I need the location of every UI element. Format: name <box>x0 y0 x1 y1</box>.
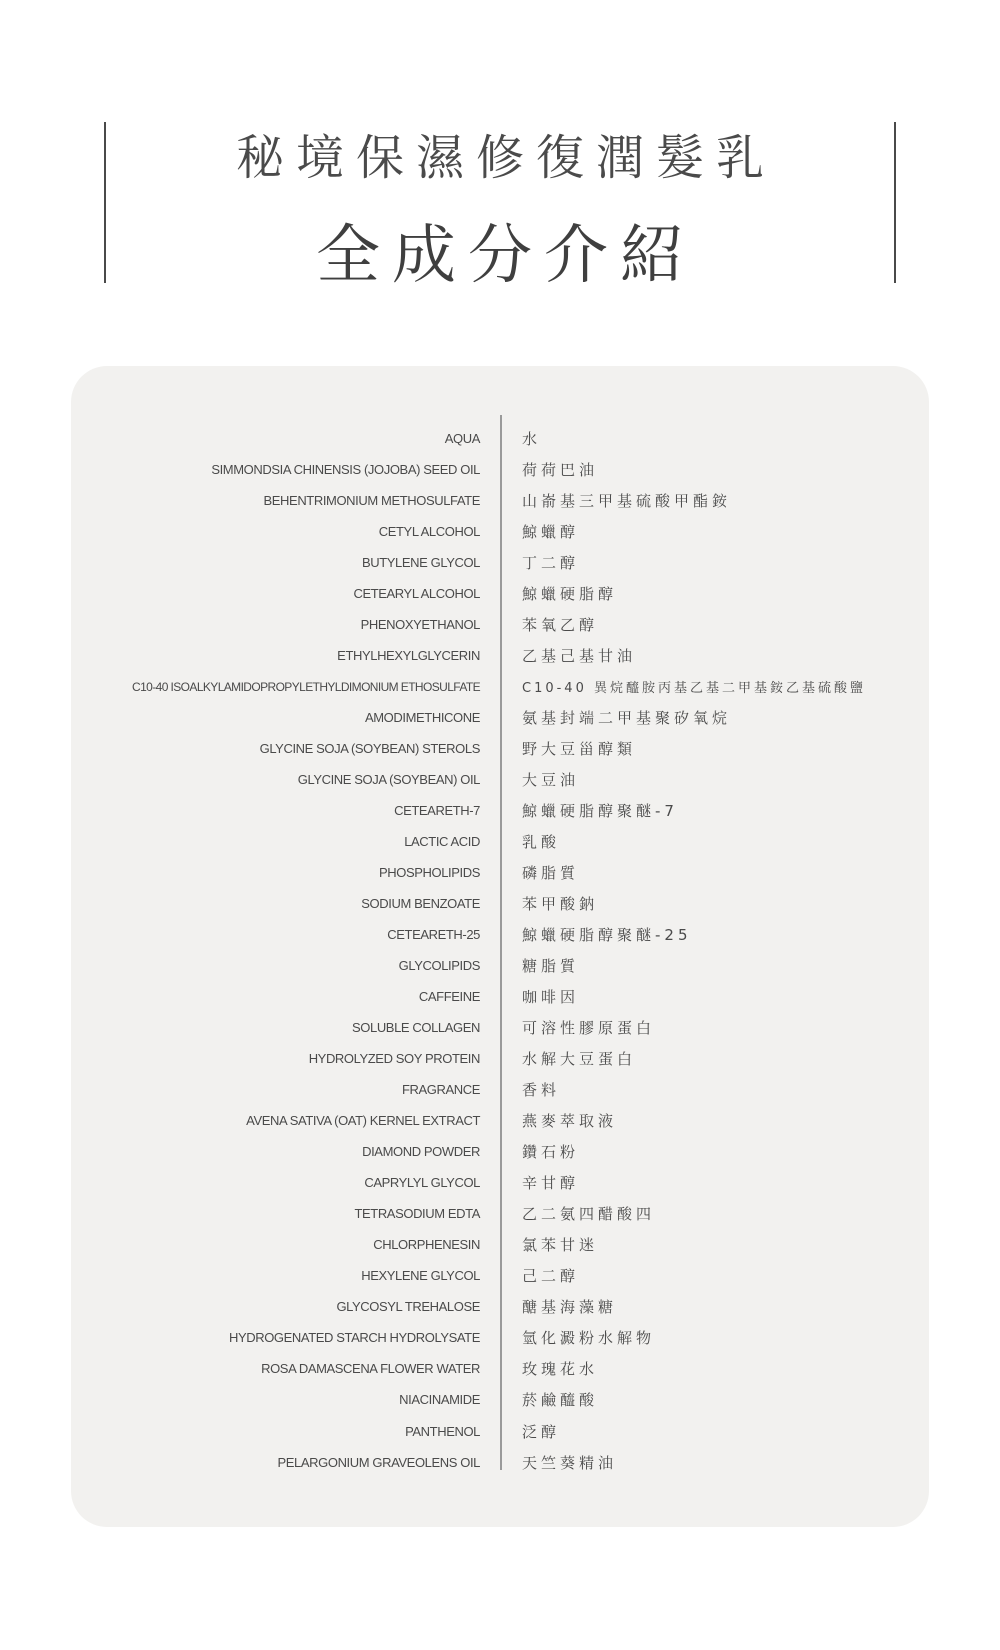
ingredient-row <box>71 1416 929 1447</box>
ingredient-chinese: 鯨蠟硬脂醇聚醚-25 <box>522 926 692 945</box>
ingredient-chinese: 辛甘醇 <box>522 1174 580 1193</box>
ingredient-english: CHLORPHENESIN <box>373 1237 480 1253</box>
ingredient-english: BUTYLENE GLYCOL <box>361 555 480 571</box>
ingredient-list <box>71 423 929 1478</box>
ingredient-row <box>71 888 929 919</box>
ingredient-english: SIMMONDSIA CHINENSIS (JOJOBA) SEED OIL <box>211 462 480 478</box>
ingredient-row <box>71 981 929 1012</box>
ingredient-row <box>71 702 929 733</box>
ingredient-english: FRAGRANCE <box>401 1082 480 1098</box>
ingredient-row <box>71 1229 929 1260</box>
ingredient-english: SOLUBLE COLLAGEN <box>352 1020 480 1036</box>
ingredient-chinese: 糖脂質 <box>522 957 580 976</box>
ingredient-english: GLYCOLIPIDS <box>398 958 480 974</box>
ingredient-chinese: 苯甲酸鈉 <box>522 895 599 914</box>
ingredient-row <box>71 1167 929 1198</box>
ingredient-row <box>71 485 929 516</box>
ingredient-row <box>71 1322 929 1353</box>
ingredient-english: CETYL ALCOHOL <box>378 524 480 540</box>
ingredient-row <box>71 454 929 485</box>
ingredient-row <box>71 1198 929 1229</box>
ingredient-english: CAPRYLYL GLYCOL <box>364 1175 480 1191</box>
ingredient-english: AMODIMETHICONE <box>364 710 480 726</box>
ingredient-row <box>71 764 929 795</box>
ingredient-chinese: 鯨蠟硬脂醇聚醚-7 <box>522 802 678 821</box>
ingredient-english: DIAMOND POWDER <box>362 1144 480 1160</box>
ingredient-row <box>71 578 929 609</box>
ingredient-chinese: 大豆油 <box>522 771 580 790</box>
ingredient-chinese: 苯氧乙醇 <box>522 616 599 635</box>
ingredient-chinese: 氯苯甘迷 <box>522 1236 599 1255</box>
ingredient-row <box>71 1012 929 1043</box>
ingredient-chinese: 鯨蠟醇 <box>522 523 580 542</box>
ingredient-chinese: 香料 <box>522 1081 561 1100</box>
ingredient-row <box>71 1291 929 1322</box>
ingredient-chinese: 水 <box>522 430 542 448</box>
ingredient-chinese: 山嵛基三甲基硫酸甲酯銨 <box>522 492 732 511</box>
ingredient-english: HEXYLENE GLYCOL <box>361 1268 480 1284</box>
ingredient-english: HYDROLYZED SOY PROTEIN <box>308 1051 480 1067</box>
ingredient-chinese: 泛醇 <box>522 1422 561 1441</box>
ingredient-row <box>71 423 929 454</box>
ingredient-english: PHOSPHOLIPIDS <box>379 865 480 881</box>
ingredient-english: AVENA SATIVA (OAT) KERNEL EXTRACT <box>246 1113 480 1129</box>
ingredient-chinese: 乙二氨四醋酸四 <box>522 1205 656 1224</box>
ingredient-row <box>71 1074 929 1105</box>
ingredient-row <box>71 1353 929 1384</box>
ingredient-english: PHENOXYETHANOL <box>360 617 480 633</box>
ingredient-english: AQUA <box>444 431 480 446</box>
ingredient-row <box>71 609 929 640</box>
ingredient-chinese: 野大豆甾醇類 <box>522 740 637 759</box>
ingredient-chinese: C10-40 異烷醯胺丙基乙基二甲基銨乙基硫酸鹽 <box>522 681 866 697</box>
ingredient-chinese: 水解大豆蛋白 <box>522 1050 637 1069</box>
ingredient-english: ROSA DAMASCENA FLOWER WATER <box>261 1361 480 1377</box>
ingredient-chinese: 己二醇 <box>522 1267 580 1286</box>
ingredient-row <box>71 733 929 764</box>
page-subtitle: 全成分介紹 <box>316 219 696 293</box>
ingredient-english: C10-40 ISOALKYLAMIDOPROPYLETHYLDIMONIUM ETHOSULFATE <box>132 679 480 694</box>
ingredient-chinese: 醣基海藻糖 <box>522 1298 618 1317</box>
ingredient-row <box>71 516 929 547</box>
ingredient-row <box>71 1043 929 1074</box>
ingredient-row <box>71 547 929 578</box>
ingredient-chinese: 天竺葵精油 <box>522 1453 618 1472</box>
ingredient-row <box>71 1136 929 1167</box>
ingredient-row <box>71 640 929 671</box>
ingredient-row <box>71 1260 929 1291</box>
ingredient-chinese: 乳酸 <box>522 833 561 852</box>
ingredient-chinese: 可溶性膠原蛋白 <box>522 1019 656 1038</box>
ingredient-chinese: 菸鹼醯酸 <box>522 1391 599 1410</box>
ingredient-english: CETEARETH-25 <box>387 927 480 943</box>
ingredient-chinese: 乙基己基甘油 <box>522 647 637 666</box>
ingredient-row <box>71 919 929 950</box>
ingredient-chinese: 氫化澱粉水解物 <box>522 1329 656 1348</box>
ingredient-english: PELARGONIUM GRAVEOLENS OIL <box>277 1454 480 1470</box>
ingredient-english: BEHENTRIMONIUM METHOSULFATE <box>263 493 480 509</box>
ingredient-english: SODIUM BENZOATE <box>361 896 480 912</box>
ingredient-chinese: 磷脂質 <box>522 864 580 883</box>
ingredient-english: GLYCOSYL TREHALOSE <box>336 1299 480 1315</box>
ingredient-chinese: 燕麥萃取液 <box>522 1112 618 1131</box>
ingredient-chinese: 氨基封端二甲基聚矽氧烷 <box>522 709 732 728</box>
ingredient-chinese: 丁二醇 <box>522 554 580 573</box>
ingredient-english: GLYCINE SOJA (SOYBEAN) STEROLS <box>259 741 480 757</box>
ingredient-english: ETHYLHEXYLGLYCERIN <box>337 648 480 664</box>
ingredient-row <box>71 950 929 981</box>
ingredient-english: GLYCINE SOJA (SOYBEAN) OIL <box>297 772 480 788</box>
ingredient-row <box>71 1447 929 1478</box>
ingredient-english: NIACINAMIDE <box>399 1392 480 1408</box>
ingredient-row <box>71 1384 929 1415</box>
ingredient-chinese: 鯨蠟硬脂醇 <box>522 585 618 604</box>
ingredient-row <box>71 1105 929 1136</box>
ingredient-chinese: 鑽石粉 <box>522 1143 580 1162</box>
ingredient-row <box>71 671 929 702</box>
ingredient-english: TETRASODIUM EDTA <box>354 1206 480 1222</box>
ingredient-english: CETEARETH-7 <box>394 803 480 819</box>
ingredient-row <box>71 795 929 826</box>
ingredient-english: CETEARYL ALCOHOL <box>353 586 480 602</box>
ingredient-english: CAFFEINE <box>418 989 480 1005</box>
ingredient-row <box>71 826 929 857</box>
ingredient-chinese: 咖啡因 <box>522 988 580 1007</box>
ingredient-chinese: 玫瑰花水 <box>522 1360 599 1379</box>
ingredient-row <box>71 857 929 888</box>
ingredient-chinese: 荷荷巴油 <box>522 461 599 480</box>
product-title: 秘境保濕修復潤髮乳 <box>235 130 776 186</box>
ingredient-english: HYDROGENATED STARCH HYDROLYSATE <box>228 1330 480 1346</box>
ingredient-english: LACTIC ACID <box>404 834 480 850</box>
ingredients-card <box>71 366 929 1527</box>
ingredient-english: PANTHENOL <box>405 1423 480 1439</box>
